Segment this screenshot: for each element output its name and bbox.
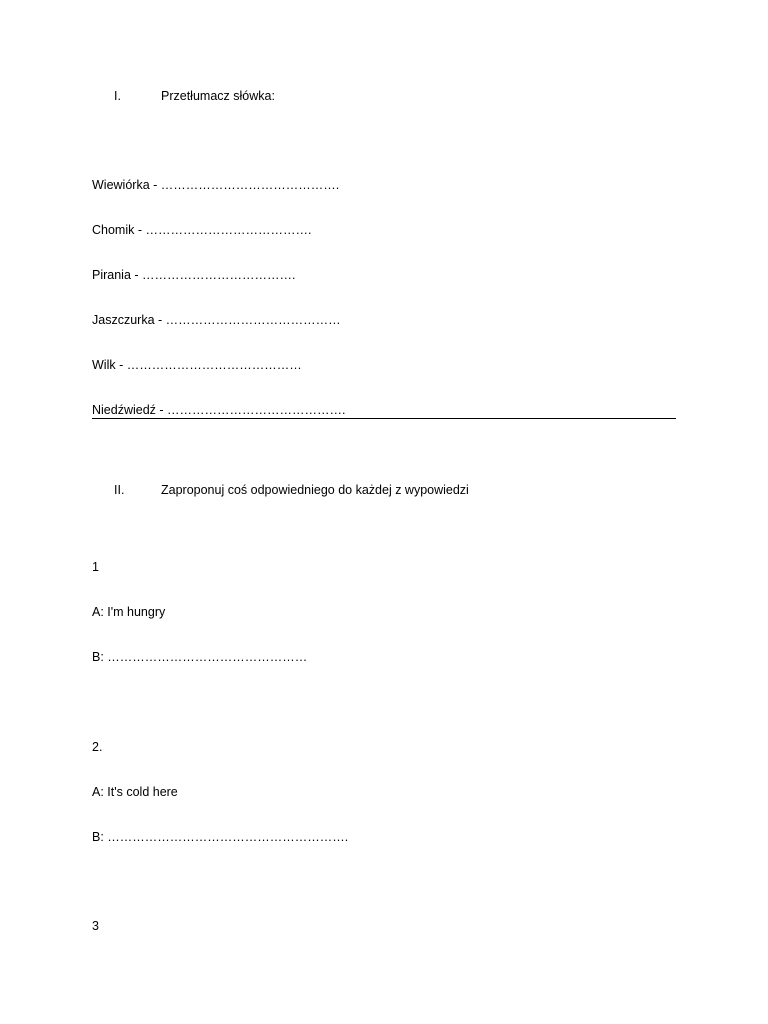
exercise-2-line-b: B: ………………………………………………….: [92, 830, 349, 844]
vocab-item-hamster: Chomik - ………………………………….: [92, 223, 312, 237]
exercise-1-line-b: B: …………………………………………: [92, 650, 308, 664]
exercise-2-line-a: A: It's cold here: [92, 785, 178, 799]
section-1-title: Przetłumacz słówka:: [161, 89, 275, 103]
vocab-item-lizard: Jaszczurka - ……………………………………: [92, 313, 341, 327]
exercise-2-label: 2.: [92, 740, 103, 754]
vocab-item-piranha: Pirania - ……………………………….: [92, 268, 296, 282]
section-1-number: I.: [114, 89, 121, 103]
section-2-number: II.: [114, 483, 125, 497]
section-2-title: Zaproponuj coś odpowiedniego do każdej z wypowiedzi: [161, 483, 469, 497]
section-divider: [92, 418, 676, 419]
vocab-item-squirrel: Wiewiórka - …………………………………….: [92, 178, 340, 192]
exercise-3-label: 3: [92, 919, 99, 933]
vocab-item-bear: Niedźwiedź - …………………………………….: [92, 403, 346, 417]
vocab-item-wolf: Wilk - ……………………………………: [92, 358, 302, 372]
exercise-1-line-a: A: I'm hungry: [92, 605, 166, 619]
exercise-1-label: 1: [92, 560, 99, 574]
